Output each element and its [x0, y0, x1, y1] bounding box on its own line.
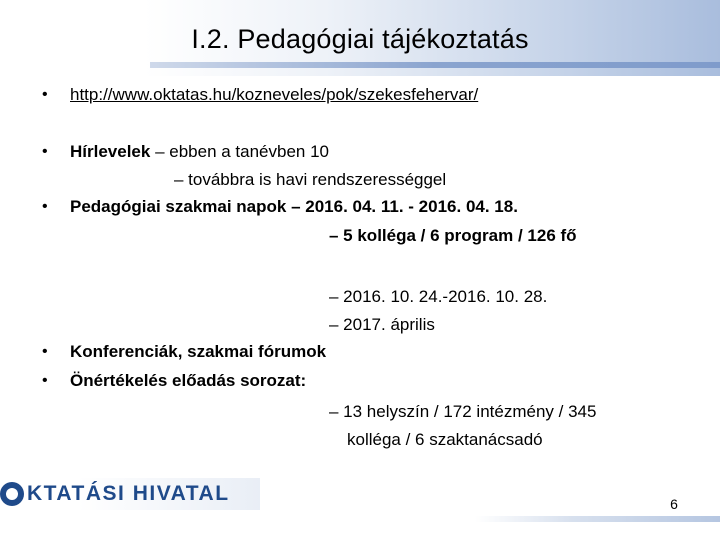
self-evaluation-detail-1: – 13 helyszín / 172 intézmény / 345 — [329, 402, 597, 421]
oktatas-url-link[interactable]: http://www.oktatas.hu/kozneveles/pok/szekesfehervar/ — [70, 85, 479, 104]
footer-divider — [475, 516, 720, 522]
pedagogical-days-detail: – 5 kolléga / 6 program / 126 fő — [329, 226, 577, 245]
bullet-marker: • — [42, 343, 48, 360]
newsletter-detail: – ebben a tanévben 10 — [150, 142, 330, 161]
newsletter-item — [70, 142, 329, 162]
logo-ring-inner — [6, 488, 18, 500]
bullet-marker: • — [42, 143, 48, 160]
bullet-marker: • — [42, 372, 48, 389]
self-evaluation-detail-2: kolléga / 6 szaktanácsadó — [347, 430, 543, 449]
logo-text: KTATÁSI HIVATAL — [27, 482, 230, 505]
newsletter-label: Hírlevelek — [70, 142, 151, 161]
bullet-marker: • — [42, 198, 48, 215]
bullet-marker: • — [42, 86, 48, 103]
title-divider — [150, 62, 720, 68]
self-evaluation-item: Önértékelés előadás sorozat: — [70, 371, 307, 390]
date-april-line: – 2017. április — [329, 315, 435, 334]
pedagogical-days-item: Pedagógiai szakmai napok – 2016. 04. 11. - 2016. 04. 18. — [70, 197, 518, 216]
slide-title: I.2. Pedagógiai tájékoztatás — [191, 24, 529, 54]
newsletter-continuation: – továbbra is havi rendszerességgel — [174, 170, 447, 189]
conferences-item: Konferenciák, szakmai fórumok — [70, 342, 327, 361]
date-range-line: – 2016. 10. 24.-2016. 10. 28. — [329, 287, 548, 306]
page-number: 6 — [670, 496, 678, 512]
